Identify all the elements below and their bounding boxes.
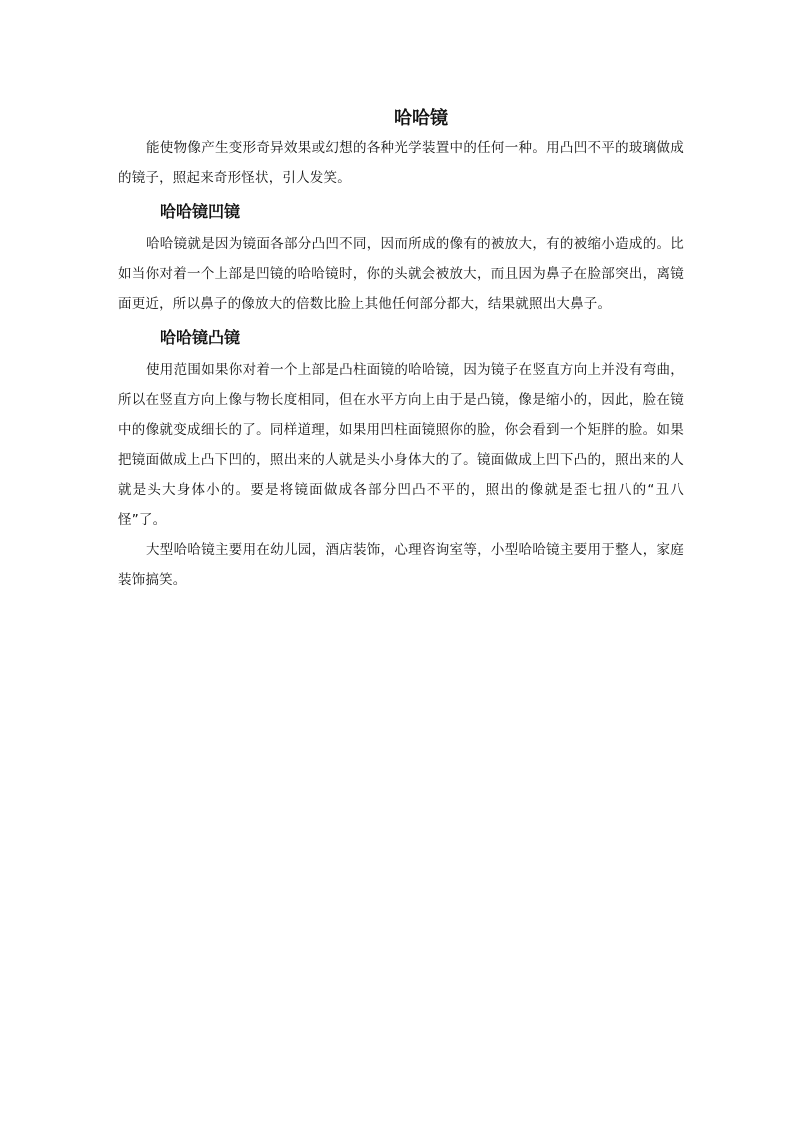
document-body xyxy=(118,105,684,595)
section-heading-concave: 哈哈镜凹镜 xyxy=(160,202,241,221)
section-heading-convex: 哈哈镜凸镜 xyxy=(160,328,241,347)
concave-paragraph: 哈哈镜就是因为镜面各部分凸凹不同，因而所成的像有的被放大，有的被缩小造成的。比如当你对着一个上部是凹镜的哈哈镜时，你的头就会被放大，而且因为鼻子在脸部突出，离镜面更近，所以鼻子的像放大的倍数比脸上其他任何部分都大，结果就照出大鼻子。 xyxy=(118,236,684,312)
convex-paragraph: 使用范围如果你对着一个上部是凸柱面镜的哈哈镜，因为镜子在竖直方向上并没有弯曲，所以在竖直方向上像与物长度相同，但在水平方向上由于是凸镜，像是缩小的，因此，脸在镜中的像就变成细长的了。同样道理，如果用凹柱面镜照你的脸，你会看到一个矩胖的脸。如果把镜面做成上凸下凹的，照出来的人就是头小身体大的了。镜面做成上凹下凸的，照出来的人就是头大身体小的。要是将镜面做成各部分凹凸不平的，照出的像就是歪七扭八的“丑八怪”了。 xyxy=(118,362,684,528)
document-title: 哈哈镜 xyxy=(394,108,448,129)
intro-paragraph: 能使物像产生变形奇异效果或幻想的各种光学装置中的任何一种。用凸凹不平的玻璃做成的镜子，照起来奇形怪状，引人发笑。 xyxy=(118,140,684,186)
usage-paragraph: 大型哈哈镜主要用在幼儿园，酒店装饰，心理咨询室等，小型哈哈镜主要用于整人，家庭装饰搞笑。 xyxy=(118,542,684,588)
